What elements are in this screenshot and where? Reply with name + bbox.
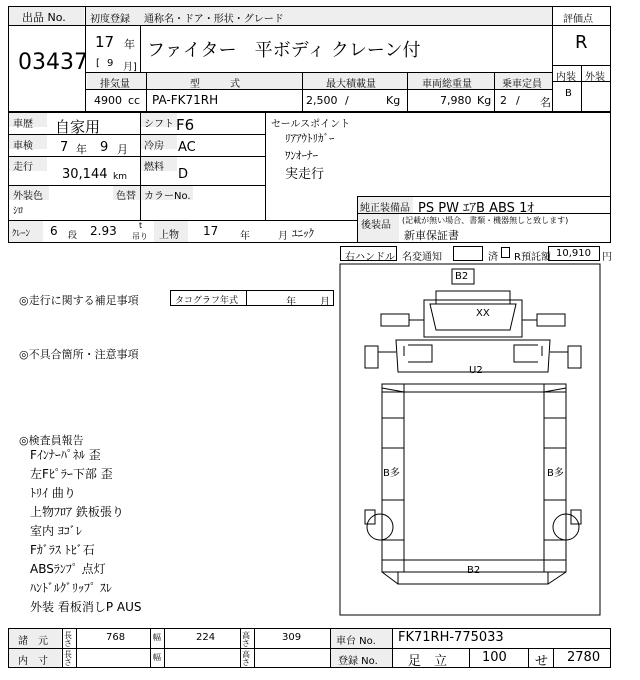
gross-weight: 7,980 <box>440 94 472 107</box>
crane-stages: 6 <box>50 224 58 238</box>
damage-mark-right: B多 <box>547 468 564 479</box>
aftermarket-note: (記載が無い場合、書類・機器無しと致します) <box>402 216 569 225</box>
crane-label: ｸﾚｰﾝ <box>12 229 31 239</box>
reg-year-unit: 年 <box>124 38 135 51</box>
grade-label: 評価点 <box>563 14 593 25</box>
crane-capacity: 2.93 <box>90 224 117 238</box>
height-label: 高さ <box>242 631 250 648</box>
model-name-label: 通称名・ドア・形状・グレード <box>144 14 284 25</box>
displacement-label: 排気量 <box>100 79 130 90</box>
inspector-item: ﾄﾘｲ 曲り <box>30 486 76 500</box>
inspector-item: ABSﾗﾝﾌﾟ 点灯 <box>30 562 106 576</box>
reg-month-close: 月] <box>123 62 137 73</box>
max-load-sep: / <box>345 94 349 107</box>
reg-year: 17 <box>95 33 115 51</box>
sales-point: ﾜﾝｵｰﾅｰ <box>285 149 318 162</box>
crane-stages-unit: 段 <box>68 231 78 241</box>
registration-class: 100 <box>482 650 507 665</box>
driving-notes-title: ◎走行に関する補足事項 <box>19 294 139 307</box>
bed-year-unit: 年 <box>240 231 250 242</box>
color-number-label: カラーNo. <box>144 191 191 202</box>
inspection-month-unit: 月 <box>117 143 128 156</box>
chassis-label: 車台 No. <box>336 636 376 647</box>
passenger-capacity-sep: / <box>516 94 520 107</box>
crane-capacity-unit-top: t <box>139 221 143 230</box>
sales-point: 実走行 <box>285 167 325 182</box>
registration-number: 2780 <box>567 650 601 665</box>
inspector-item: 上物ﾌﾛｱ 鉄板張り <box>30 505 124 519</box>
registration-label: 登録 No. <box>338 656 378 667</box>
inner-length-label: 長さ <box>64 650 72 667</box>
air-conditioner: AC <box>178 140 196 155</box>
interior-grade-label: 内装 <box>556 72 576 83</box>
bed-year: 17 <box>203 224 219 238</box>
defects-title: ◎不具合箇所・注意事項 <box>19 348 139 361</box>
lot-number: 03437 <box>18 50 88 75</box>
ac-label: 冷房 <box>144 141 164 152</box>
inner-dimensions-label: 内 寸 <box>18 656 48 667</box>
registration-kana: せ <box>535 654 549 669</box>
inner-height-label: 高さ <box>242 650 250 667</box>
height: 309 <box>282 632 302 643</box>
crane-capacity-unit-bottom: 吊り <box>132 232 148 241</box>
inspector-item: 外装 看板消しP AUS <box>30 600 142 614</box>
tacho-label: タコグラフ年式 <box>175 296 239 306</box>
damage-mark-cab: XX <box>476 308 490 319</box>
length-label: 長さ <box>64 631 72 648</box>
inspection-year-unit: 年 <box>76 143 87 156</box>
mileage-label: 走行 <box>13 162 33 173</box>
mileage: 30,144 <box>62 167 108 182</box>
recycle-prefix: 済 <box>488 252 498 263</box>
inspector-item: Fｶﾞﾗｽ ﾄﾋﾞ石 <box>30 543 95 557</box>
equipment: PS PW ｴｱB ABS 1ｵ <box>418 201 534 216</box>
length: 768 <box>106 632 126 643</box>
aftermarket-label: 後装品 <box>361 220 391 231</box>
exterior-color: ｼﾛ <box>13 206 23 217</box>
recycle-unit: 円 <box>602 252 612 263</box>
lot-label: 出品 No. <box>22 11 66 24</box>
damage-mark-hood: U2 <box>469 365 483 376</box>
bed-month-unit: 月 <box>278 231 288 242</box>
color-change-label: 色替 <box>116 191 136 202</box>
displacement-unit: cc <box>128 94 141 107</box>
inspection-label: 車検 <box>13 141 33 152</box>
recycle-label: R預託額 <box>514 252 551 263</box>
first-reg-label: 初度登録 <box>90 14 130 25</box>
damage-mark-top: B2 <box>455 271 469 282</box>
chassis-number: FK71RH-775033 <box>398 630 504 645</box>
dimensions-label: 諸 元 <box>18 636 48 647</box>
registration-area: 足 立 <box>408 654 448 669</box>
type-label: 型 式 <box>190 79 240 90</box>
damage-mark-left: B多 <box>383 468 400 479</box>
bed-label: 上物 <box>159 230 179 241</box>
displacement: 4900 <box>94 94 122 107</box>
equipment-label: 純正装備品 <box>360 203 410 214</box>
model-type: PA-FK71RH <box>152 93 219 107</box>
inspector-item: 左Fﾋﾟﾗｰ下部 歪 <box>30 467 113 481</box>
max-load: 2,500 <box>306 94 338 107</box>
max-load-unit: Kg <box>386 94 401 107</box>
tacho-month-unit: 月 <box>320 297 330 308</box>
steering: 右ハンドル <box>345 252 395 263</box>
aftermarket: 新車保証書 <box>404 229 459 242</box>
width: 224 <box>196 632 216 643</box>
recycle-amount: 10,910 <box>556 248 591 259</box>
vehicle-history: 自家用 <box>55 118 101 136</box>
damage-mark-bottom: B2 <box>467 565 481 576</box>
width-label: 幅 <box>153 633 161 642</box>
inspector-item: Fｲﾝﾅｰﾊﾟﾈﾙ 歪 <box>30 448 101 462</box>
fuel-label: 燃料 <box>144 162 164 173</box>
bed-maker: ﾕﾆｯｸ <box>292 227 314 240</box>
gross-weight-unit: Kg <box>477 94 492 107</box>
sales-point: ﾘｱｱｳﾄﾘｶﾞｰ <box>285 132 335 145</box>
tacho-year-unit: 年 <box>286 297 296 308</box>
passenger-capacity-unit: 名 <box>540 96 551 109</box>
inspection-month: 9 <box>100 140 109 155</box>
vehicle-model-name: ファイター 平ボディ クレーン付 <box>147 40 421 61</box>
exterior-color-label: 外装色 <box>13 191 43 202</box>
max-load-label: 最大積載量 <box>326 79 376 90</box>
shift-label: シフト <box>144 119 174 130</box>
capacity-label: 乗車定員 <box>502 79 542 90</box>
name-change-notice-label: 名変通知 <box>402 252 442 263</box>
reg-month: 9 <box>107 58 114 69</box>
inspector-item: 室内 ﾖｺﾞﾚ <box>30 524 82 538</box>
mileage-unit: km <box>113 172 127 182</box>
fuel: D <box>178 167 189 182</box>
sales-points-label: セールスポイント <box>271 119 351 130</box>
interior-grade: B <box>565 88 572 99</box>
exterior-grade-label: 外装 <box>585 72 605 83</box>
inspection-year: 7 <box>60 140 69 155</box>
passenger-capacity: 2 <box>500 94 507 107</box>
overall-grade: R <box>575 32 588 53</box>
history-label: 車歴 <box>13 119 33 130</box>
gross-weight-label: 車両総重量 <box>422 79 472 90</box>
inner-width-label: 幅 <box>153 653 161 662</box>
inspector-report-title: ◎検査員報告 <box>19 434 84 447</box>
inspector-item: ﾊﾝﾄﾞﾙｸﾞﾘｯﾌﾟ ｽﾚ <box>30 581 112 595</box>
reg-month-open: [ <box>96 58 100 69</box>
shift: F6 <box>176 116 195 134</box>
